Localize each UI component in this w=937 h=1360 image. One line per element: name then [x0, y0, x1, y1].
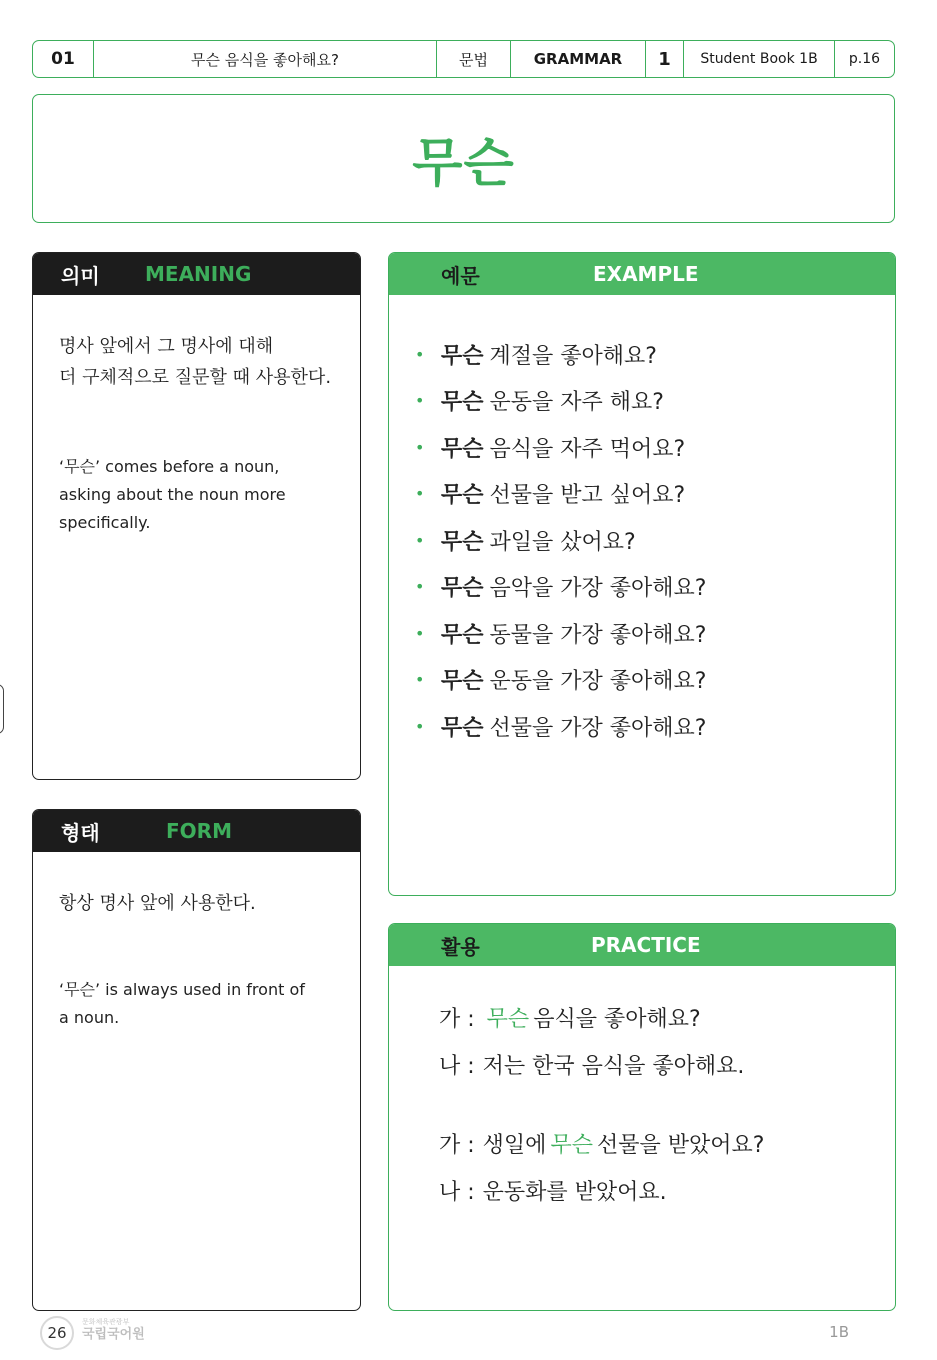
example-keyword: 무슨 [441, 436, 484, 462]
practice-header [389, 924, 895, 966]
dialog-text: 저는 한국 음식을 좋아해요. [482, 1054, 745, 1079]
example-title-ko: 예문 [441, 263, 480, 288]
example-item [415, 564, 706, 611]
example-keyword: 무슨 [441, 529, 484, 555]
example-item [415, 331, 706, 378]
form-ko-line: 항상 명사 앞에 사용한다. [59, 893, 256, 914]
dialog-keyword: 무슨 [550, 1133, 593, 1158]
bullet-icon: • [415, 530, 425, 550]
example-text: 계절을 좋아해요? [489, 343, 657, 369]
side-tab [0, 684, 4, 734]
bullet-icon: • [415, 437, 425, 457]
practice-title-en: PRACTICE [591, 933, 701, 957]
bullet-icon: • [415, 391, 425, 411]
form-panel [32, 809, 361, 1311]
bullet-icon: • [415, 623, 425, 643]
example-keyword: 무슨 [441, 343, 484, 369]
meaning-text-en [59, 453, 286, 537]
speaker-label: 나 : [439, 1054, 475, 1079]
practice-title-ko: 활용 [441, 934, 480, 959]
meaning-en-line: specifically. [59, 513, 151, 532]
practice-dialog-2 [439, 1120, 764, 1214]
meaning-ko-line: 명사 앞에서 그 명사에 대해 [59, 336, 274, 357]
page-reference: p.16 [848, 51, 881, 67]
bullet-icon: • [415, 716, 425, 736]
dialog-keyword: 무슨 [486, 1007, 530, 1032]
dialog-text: 생일에 [482, 1133, 547, 1158]
example-text: 운동을 자주 해요? [489, 390, 664, 416]
form-text-en [59, 976, 305, 1032]
meaning-en-line: ‘무슨’ comes before a noun, [59, 457, 280, 476]
example-keyword: 무슨 [441, 715, 484, 741]
dialog-text: 음식을 좋아해요? [533, 1007, 701, 1032]
example-item [415, 657, 706, 704]
form-en-line: ‘무슨’ is always used in front of [59, 980, 305, 999]
level-number: 1 [646, 41, 684, 77]
speaker-label: 가 : [439, 1133, 475, 1158]
meaning-header [33, 253, 360, 295]
example-text: 동물을 가장 좋아해요? [489, 622, 707, 648]
example-title-en: EXAMPLE [593, 262, 699, 286]
example-item [415, 703, 706, 750]
example-item [415, 517, 706, 564]
bullet-icon: • [415, 577, 425, 597]
grammar-title: 무슨 [412, 134, 515, 194]
example-keyword: 무슨 [441, 390, 484, 416]
example-text: 음식을 자주 먹어요? [489, 436, 686, 462]
form-title-en: FORM [166, 819, 232, 843]
page-number: 26 [40, 1316, 74, 1350]
logo-institute: 국립국어원 [82, 1327, 145, 1342]
meaning-en-line: asking about the noun more [59, 485, 286, 504]
example-keyword: 무슨 [441, 669, 484, 695]
meaning-text-ko [59, 331, 331, 393]
example-text: 선물을 가장 좋아해요? [489, 715, 707, 741]
form-header [33, 810, 360, 852]
example-item [415, 378, 706, 425]
speaker-label: 나 : [439, 1180, 475, 1205]
example-keyword: 무슨 [441, 576, 484, 602]
publisher-logo [82, 1318, 145, 1343]
book-label: Student Book 1B [684, 41, 835, 77]
unit-header [32, 40, 895, 78]
footer-level: 1B [829, 1323, 849, 1341]
dialog-line [439, 1041, 744, 1088]
example-text: 음악을 가장 좋아해요? [489, 576, 707, 602]
example-list [415, 331, 706, 750]
grammar-title-box [32, 94, 895, 223]
example-keyword: 무슨 [441, 622, 484, 648]
dialog-text: 선물을 받았어요? [596, 1133, 765, 1158]
example-keyword: 무슨 [441, 483, 484, 509]
practice-panel [388, 923, 896, 1311]
bullet-icon: • [415, 484, 425, 504]
meaning-title-en: MEANING [145, 262, 252, 286]
category-ko: 문법 [437, 41, 511, 77]
speaker-label: 가 : [439, 1007, 475, 1032]
bullet-icon: • [415, 670, 425, 690]
example-text: 선물을 받고 싶어요? [489, 483, 686, 509]
example-header [389, 253, 895, 295]
example-text: 운동을 가장 좋아해요? [489, 669, 707, 695]
dialog-line [439, 994, 744, 1041]
example-item [415, 610, 706, 657]
meaning-ko-line: 더 구체적으로 질문할 때 사용한다. [59, 367, 332, 388]
dialog-line [439, 1167, 764, 1214]
example-item [415, 471, 706, 518]
meaning-panel [32, 252, 361, 780]
unit-title: 무슨 음식을 좋아해요? [94, 41, 437, 77]
form-en-line: a noun. [59, 1008, 120, 1027]
example-panel [388, 252, 896, 896]
example-text: 과일을 샀어요? [489, 529, 636, 555]
bullet-icon: • [415, 344, 425, 364]
category-en: GRAMMAR [511, 41, 646, 77]
dialog-line [439, 1120, 764, 1167]
practice-dialog-1 [439, 994, 744, 1088]
example-item [415, 424, 706, 471]
logo-ministry: 문화체육관광부 [82, 1318, 130, 1326]
meaning-title-ko: 의미 [61, 263, 100, 288]
dialog-text: 운동화를 받았어요. [482, 1180, 667, 1205]
form-title-ko: 형태 [61, 820, 100, 845]
form-text-ko [59, 888, 256, 919]
unit-number: 01 [33, 41, 94, 77]
